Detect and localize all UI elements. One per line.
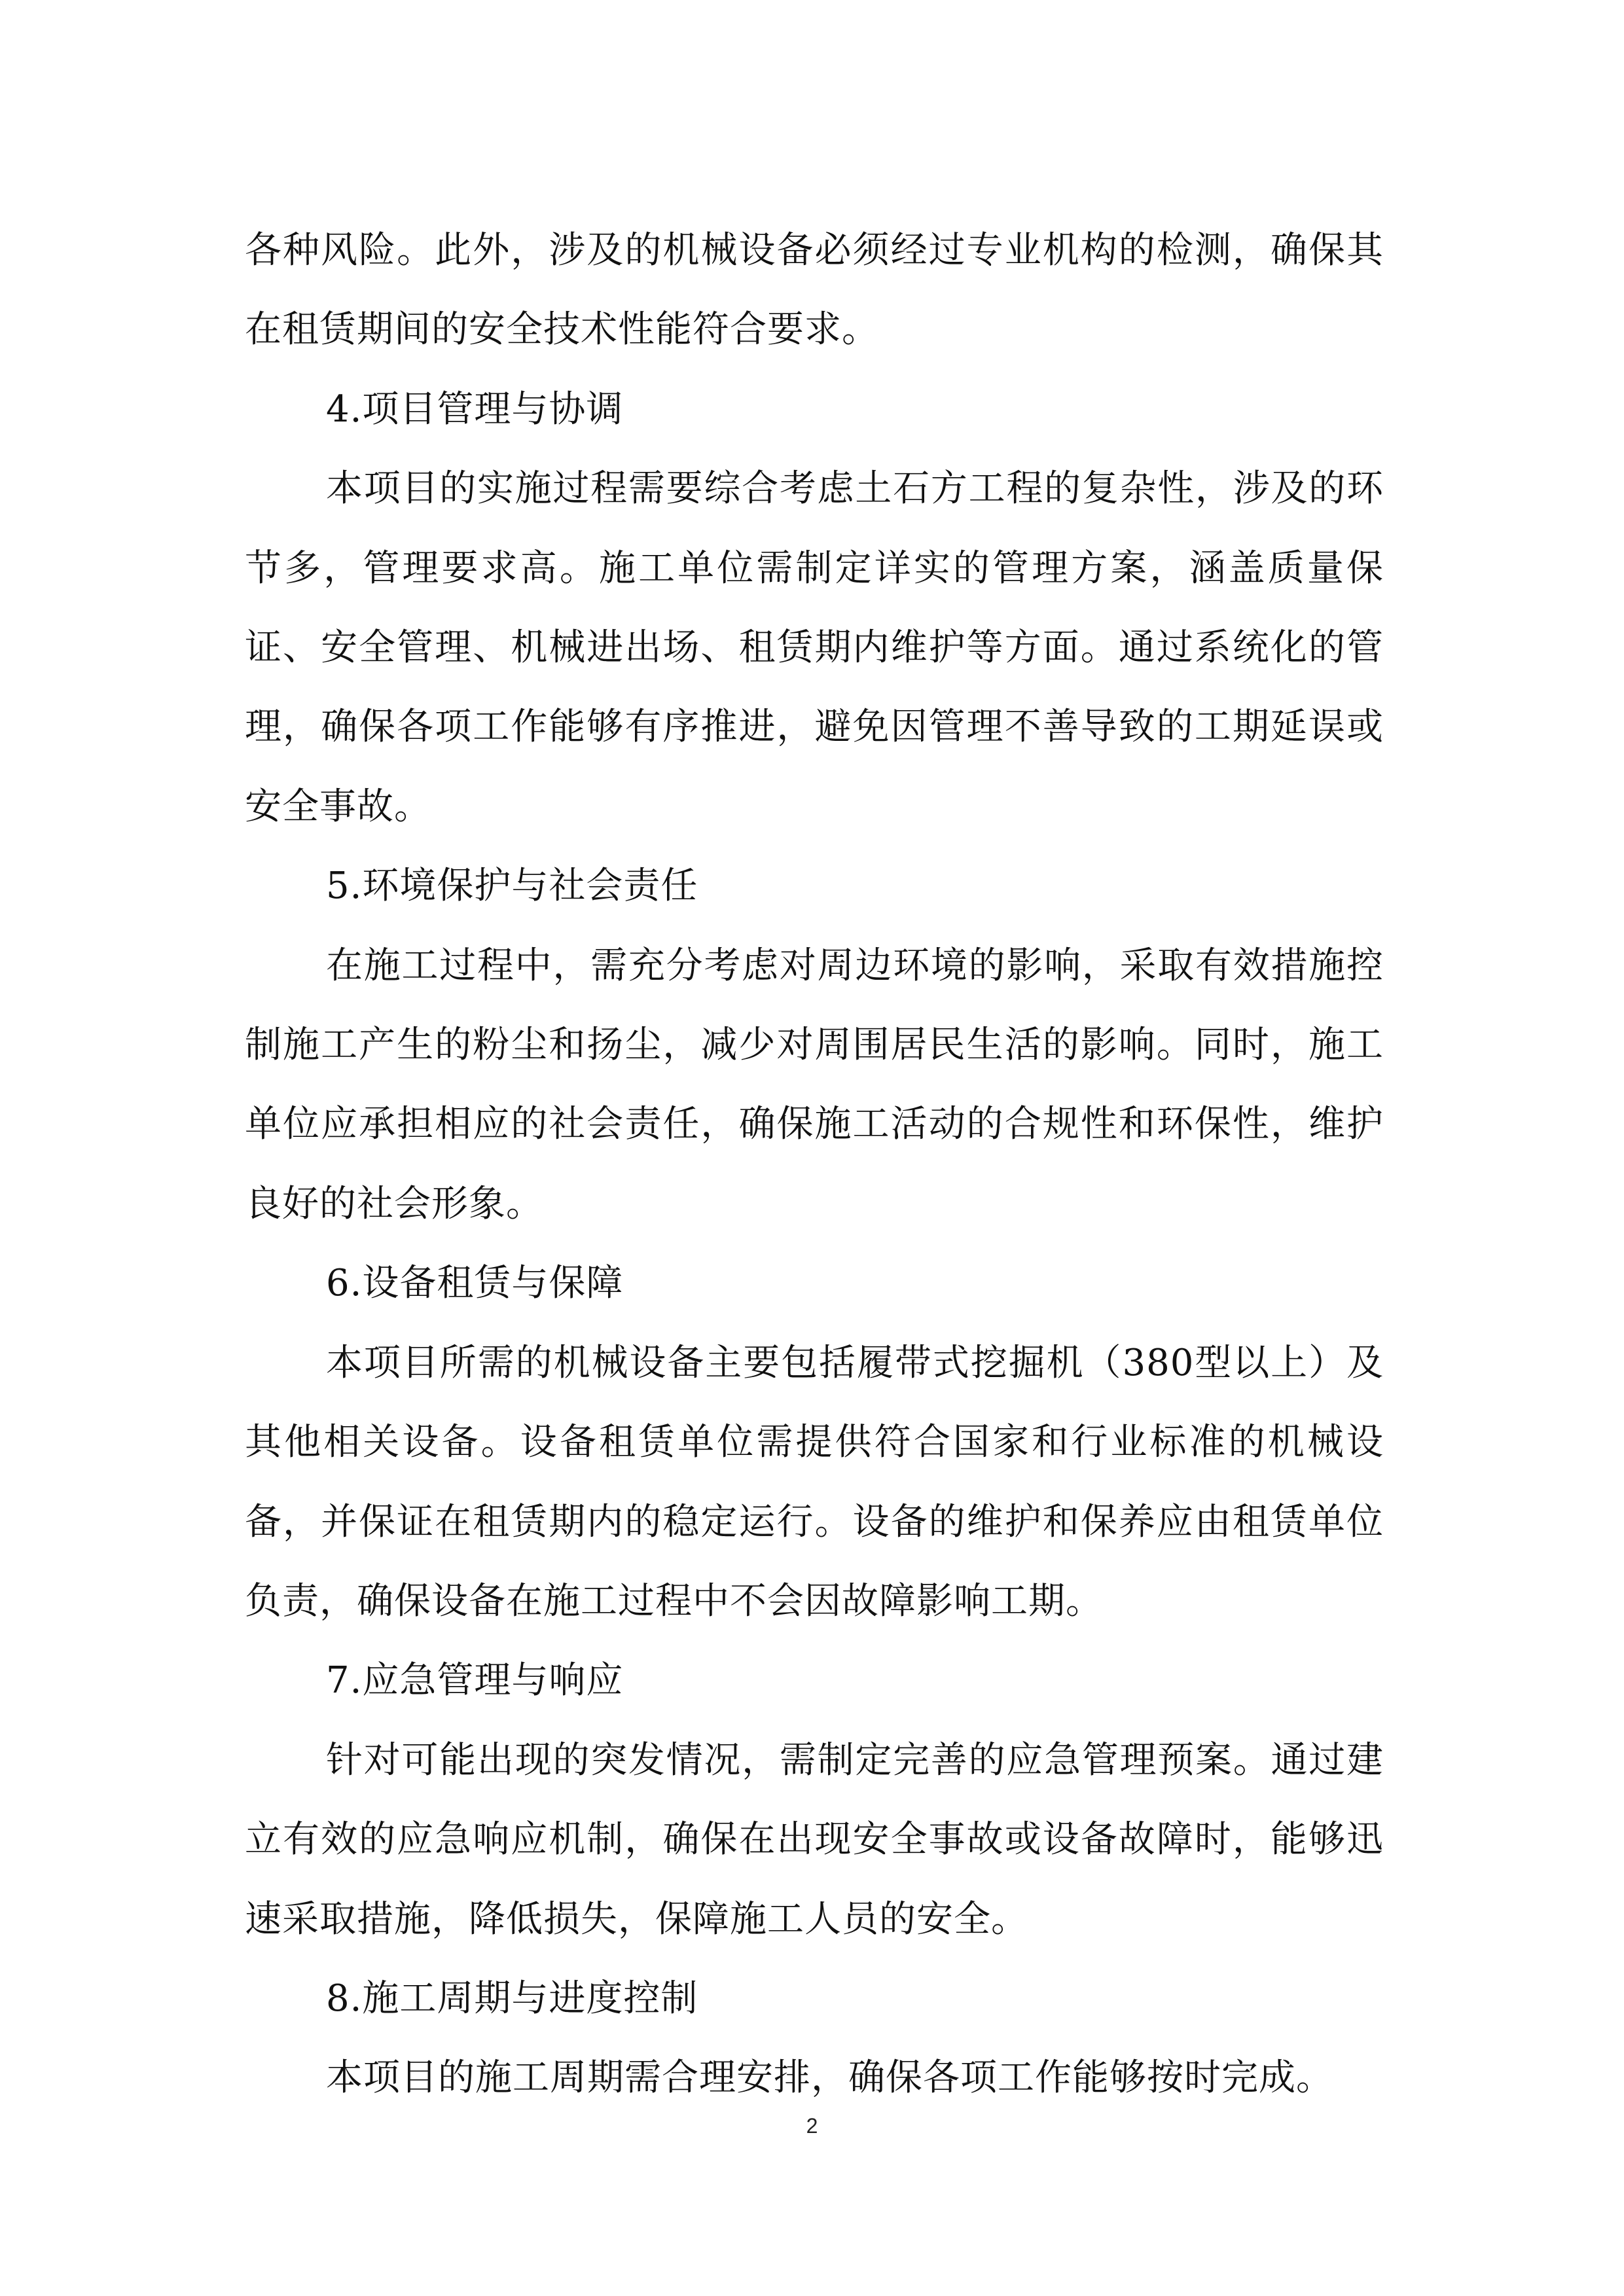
section-heading-4: 4.项目管理与协调 (326, 387, 624, 431)
section-heading-6: 6.设备租赁与保障 (326, 1262, 624, 1305)
document-body (245, 211, 1384, 2118)
section-heading-7: 7.应急管理与响应 (326, 1659, 624, 1702)
paragraph-schedule: 本项目的施工周期需合理安排，确保各项工作能够按时完成。 (326, 2056, 1333, 2100)
section-heading-5: 5.环境保护与社会责任 (326, 865, 698, 908)
paragraph-environment: 在施工过程中，需充分考虑对周边环境的影响，采取有效措施控制施工产生的粉尘和扬尘，减少对周围居民生活的影响。同时，施工单位应承担相应的社会责任，确保施工活动的合规性和环保性，维护良好的社会形象。 (245, 944, 1384, 1225)
paragraph-emergency: 针对可能出现的突发情况，需制定完善的应急管理预案。通过建立有效的应急响应机制，确保在出现安全事故或设备故障时，能够迅速采取措施，降低损失，保障施工人员的安全。 (245, 1738, 1384, 1941)
section-heading-8: 8.施工周期与进度控制 (326, 1977, 698, 2020)
paragraph-project-management: 本项目的实施过程需要综合考虑土石方工程的复杂性，涉及的环节多，管理要求高。施工单位需制定详实的管理方案，涵盖质量保证、安全管理、机械进出场、租赁期内维护等方面。通过系统化的管理，确保各项工作能够有序推进，避免因管理不善导致的工期延误或安全事故。 (245, 467, 1384, 828)
page-number: 2 (806, 2114, 818, 2138)
paragraph-continuation: 各种风险。此外，涉及的机械设备必须经过专业机构的检测，确保其在租赁期间的安全技术性能符合要求。 (245, 229, 1384, 351)
paragraph-equipment-leasing: 本项目所需的机械设备主要包括履带式挖掘机（380型以上）及其他相关设备。设备租赁单位需提供符合国家和行业标准的机械设备，并保证在租赁期内的稳定运行。设备的维护和保养应由租赁单位负责，确保设备在施工过程中不会因故障影响工期。 (245, 1341, 1384, 1623)
